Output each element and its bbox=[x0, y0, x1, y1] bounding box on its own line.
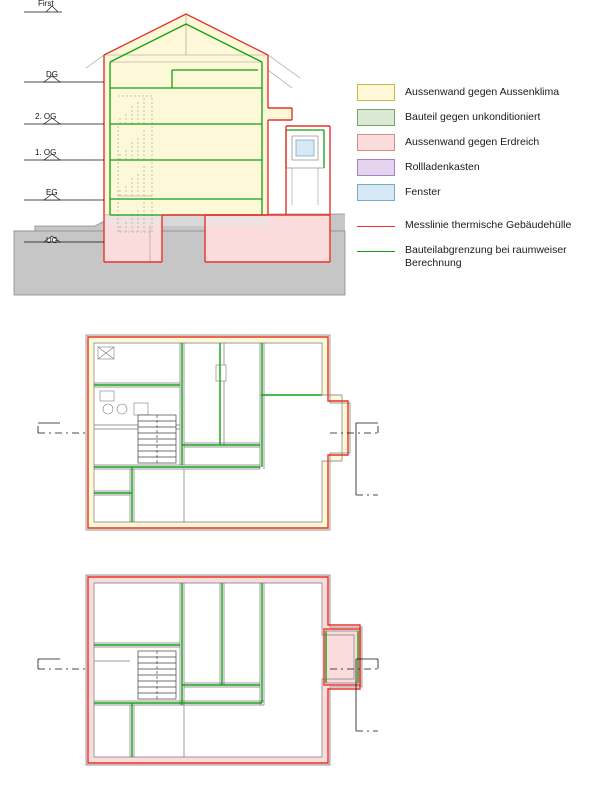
legend-item-window bbox=[357, 184, 602, 202]
legend-label-component-unconditioned: Bauteil gegen unkonditioniert bbox=[405, 111, 541, 123]
legend-item-component-boundary-roomwise bbox=[357, 243, 602, 270]
plan-upper-exterior-wall-fill bbox=[86, 335, 350, 530]
legend-label-thermal-envelope: Messlinie thermische Gebäudehülle bbox=[405, 219, 572, 231]
legend-item-thermal-envelope bbox=[357, 218, 602, 236]
legend-item-roller-shutter-box bbox=[357, 159, 602, 177]
legend-swatch-exterior-wall-ground bbox=[357, 134, 395, 151]
plan-upper-wall-outlines bbox=[86, 335, 350, 530]
legend-label-component-boundary-roomwise: Bauteilabgrenzung bei raumweiser Berechnung bbox=[405, 244, 567, 269]
window-element bbox=[292, 136, 318, 160]
level-label-og1: 1. OG bbox=[35, 148, 57, 157]
floor-plan-lower bbox=[30, 565, 380, 780]
plan-upper-stairs bbox=[138, 415, 176, 463]
legend-item-component-unconditioned bbox=[357, 109, 602, 127]
legend-label-exterior-wall-ground: Aussenwand gegen Erdreich bbox=[405, 136, 540, 148]
legend-label-roller-shutter-box: Rollladenkasten bbox=[405, 161, 480, 173]
level-label-ug: UG bbox=[46, 236, 58, 245]
legend-swatch-exterior-wall-outdoor bbox=[357, 84, 395, 101]
plan-upper-fixtures bbox=[98, 347, 226, 415]
floor-plan-upper bbox=[30, 325, 380, 545]
level-reference-lines bbox=[24, 12, 104, 242]
plan-lower-boundary-green bbox=[94, 583, 358, 757]
component-unconditioned-fill bbox=[104, 215, 268, 226]
legend-swatch-roller-shutter-box bbox=[357, 159, 395, 176]
legend bbox=[357, 84, 602, 277]
level-label-og2: 2. OG bbox=[35, 112, 57, 121]
legend-label-window: Fenster bbox=[405, 186, 441, 198]
legend-swatch-component-unconditioned bbox=[357, 109, 395, 126]
legend-line-component-boundary-roomwise bbox=[357, 243, 395, 260]
level-label-first: First bbox=[38, 0, 54, 8]
legend-label-exterior-wall-outdoor: Aussenwand gegen Aussenklima bbox=[405, 86, 560, 98]
level-markers bbox=[44, 6, 60, 242]
floor-plan-upper-svg bbox=[30, 325, 380, 545]
building-section-drawing bbox=[0, 0, 357, 310]
legend-item-exterior-wall-outdoor bbox=[357, 84, 602, 102]
plan-lower-interior-walls bbox=[94, 583, 264, 757]
floor-plan-lower-svg bbox=[30, 565, 380, 780]
level-label-eg: EG bbox=[46, 188, 58, 197]
legend-line-thermal-envelope bbox=[357, 218, 395, 235]
legend-swatch-window bbox=[357, 184, 395, 201]
plan-lower-stairs bbox=[138, 651, 176, 699]
legend-item-exterior-wall-ground bbox=[357, 134, 602, 152]
level-label-dg: DG bbox=[46, 70, 58, 79]
plan-upper-interior-walls bbox=[94, 343, 322, 522]
